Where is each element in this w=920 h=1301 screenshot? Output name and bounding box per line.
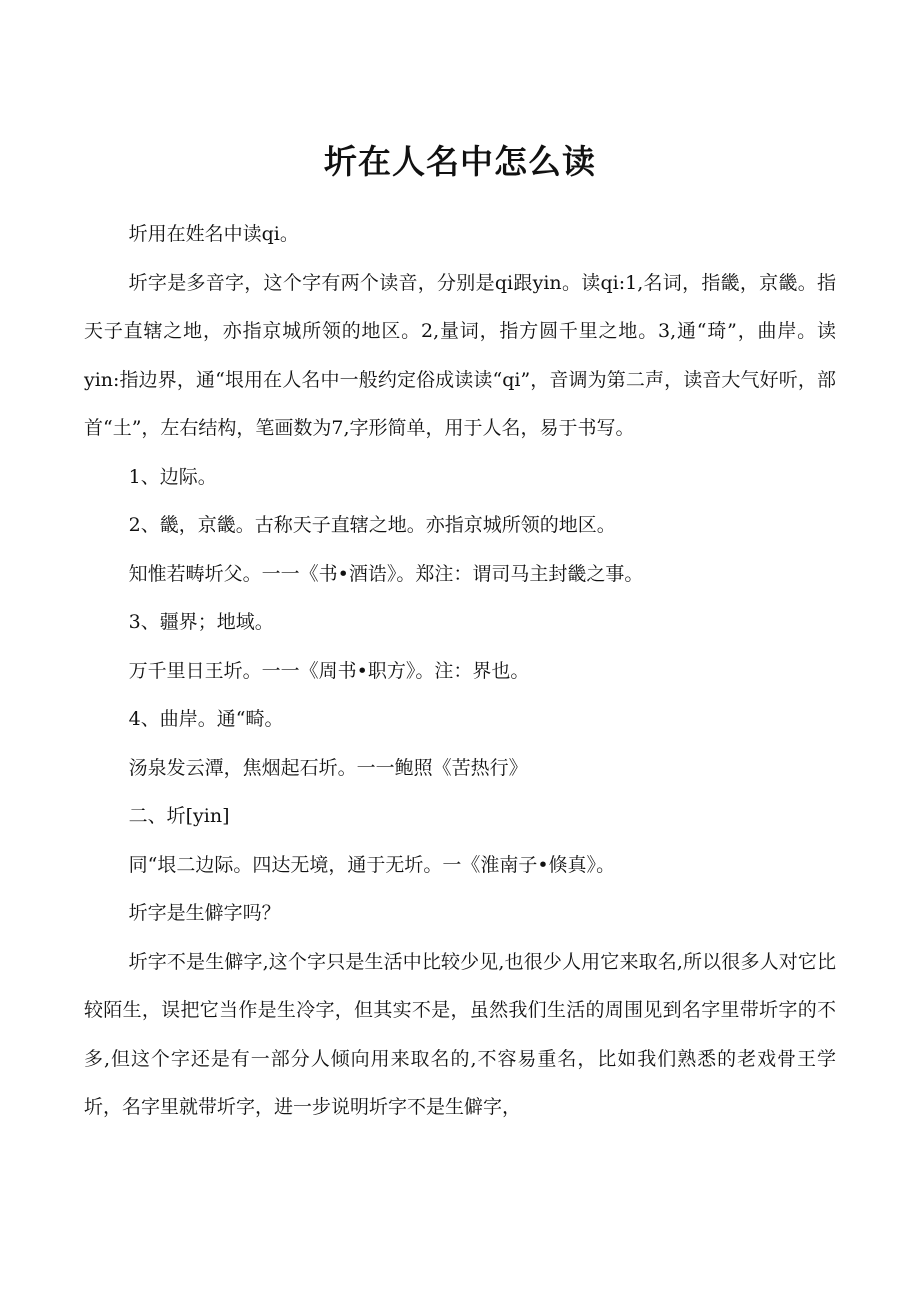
page-title: 圻在人名中怎么读	[324, 142, 596, 182]
paragraph: 万千里日王圻。一一《周书•职方》。注：界也。	[128, 659, 530, 682]
paragraph: 2、畿，京畿。古称天子直辖之地。亦指京城所领的地区。	[128, 514, 616, 536]
paragraph: 1、边际。	[128, 465, 217, 488]
paragraph: 圻字是生僻字吗？	[128, 902, 281, 924]
document-body	[84, 210, 836, 1132]
paragraph: 圻字是多音字，这个字有两个读音，分别是qi跟yin。读qi:1,名词，指畿，京畿。指天子直辖之地，亦指京城所领的地区。2,量词，指方圆千里之地。3,通“琦”，曲岸。读yin:指边界，通“垠用在人名中一般约定俗成读读“qi”，音调为第二声，读音大气好听，部首“土”，左右结构，笔画数为7,字形简单，用于人名，易于书写。	[84, 271, 836, 439]
paragraph: 同“垠二边际。四达无境，通于无圻。一《淮南子•倏真》。	[128, 853, 616, 876]
paragraph: 圻字不是生僻字,这个字只是生活中比较少见,也很少人用它来取名,所以很多人对它比较陌生，误把它当作是生冷字，但其实不是，虽然我们生活的周围见到名字里带圻字的不多,但这个字还是有一部分人倾向用来取名的,不容易重名，比如我们熟悉的老戏骨王学圻，名字里就带圻字，进一步说明圻字不是生僻字，	[84, 950, 836, 1118]
paragraph: 圻用在姓名中读qi。	[128, 223, 299, 245]
paragraph: 3、疆界；地域。	[128, 611, 274, 633]
paragraph: 4、曲岸。通“畸。	[128, 708, 284, 730]
paragraph: 知惟若畴圻父。一一《书•酒诰》。郑注：谓司马主封畿之事。	[128, 562, 644, 585]
paragraph: 二、圻[yin]	[128, 805, 230, 827]
paragraph: 汤泉发云潭，焦烟起石圻。一一鲍照《苦热行》	[128, 756, 528, 779]
